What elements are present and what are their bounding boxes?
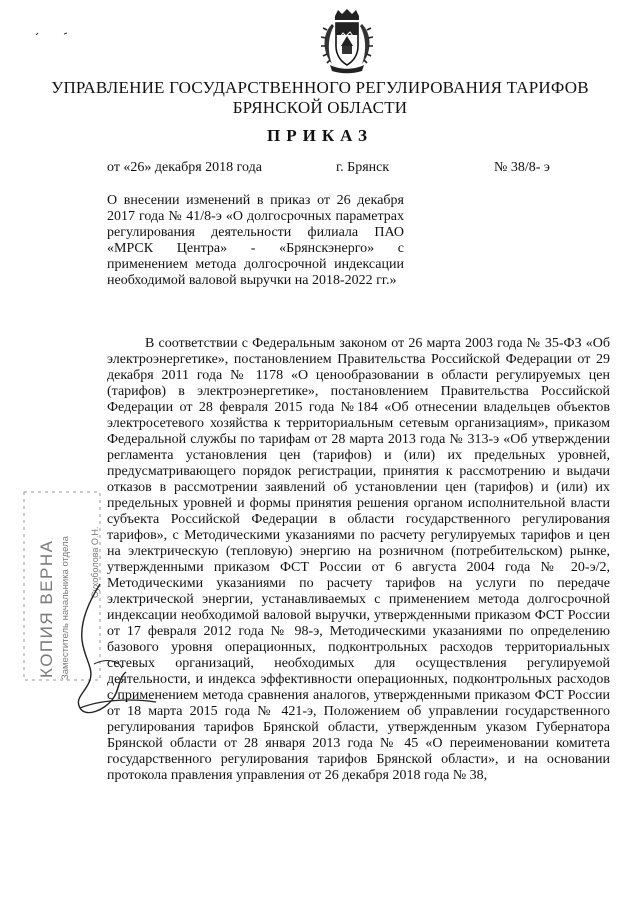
order-body-paragraph: В соответствии с Федеральным законом от 26 марта 2003 года № 35-ФЗ «Об электроэнергетике», постановлением Правительства Российской Федерации от 29 декабря 2011 года № 1178 «О ценообразовании в области регулируемых цен (тарифов) в электроэнергетике», постановлением Правительства Российской Федерации от 28 февраля 2015 года №184 «Об отнесении владельцев объектов электросетевого хозяйства к территориальным сетевым организациям», приказом Федеральной службы по тарифам от 28 марта 2013 года № 313-э «Об утверждении регламента установления цен (тарифов) и (или) их предельных уровней, предусматривающего порядок регистрации, принятия к рассмотрению и выдачи отказов в рассмотрении заявлений об установлении цен (тарифов) и (или) их предельных уровней и формы принятия решения органом исполнительной власти субъекта Российской Федерации в области государственного регулирования тарифов», с Методическими указаниями по расчету регулируемых тарифов и цен на электрическую (тепловую) энергию на розничном (потребительском) рынке, утвержденными приказом ФСТ России от 6 августа 2004 года № 20-э/2, Методическими указаниями по расчету тарифов на услуги по передаче электрической энергии, устанавливаемых с применением метода долгосрочной индексации необходимой валовой выручки, утвержденными приказом ФСТ России от 17 февраля 2012 года № 98-э, Методическими указаниями по определению базового уровня операционных, подконтрольных расходов территориальных сетевых организаций, необходимых для осуществления регулируемой деятельности, и индекса эффективности операционных, подконтрольных расходов с применением метода сравнения аналогов, утвержденными приказом ФСТ России от 18 марта 2015 года № 421-э, Положением об управлении государственного регулирования тарифов Брянской области, утвержденным указом Губернатора Брянской области от 28 января 2013 года № 45 «О переименовании комитета государственного регулирования тарифов Брянской области», и на основании протокола правления управления от 26 декабря 2018 года № 38, [107,336,610,783]
stamp-title: КОПИЯ ВЕРНА [37,539,56,678]
order-number: № 38/8- э [494,160,550,175]
organization-name-line1: УПРАВЛЕНИЕ ГОСУДАРСТВЕННОГО РЕГУЛИРОВАНИЯ ТАРИФОВ [51,78,589,97]
order-subject: О внесении изменений в приказ от 26 декабря 2017 года № 41/8-э «О долгосрочных параметрах регулирования деятельности филиала ПАО «МРСК Центра» - «Брянскэнерго» с применением метода долгосрочной индексации необходимой валовой выручки на 2018-2022 гг.» [107,193,404,288]
stamp-position: Заместитель начальника отдела [60,536,71,680]
scan-marks [36,30,76,38]
coat-of-arms-icon [318,8,376,74]
document-type-title: ПРИКАЗ [267,126,373,145]
order-date: от «26» декабря 2018 года [107,160,262,175]
handwritten-signature [60,580,170,730]
stamp-name: Сухоболова О.Н. [90,526,100,598]
order-city: г. Брянск [336,160,390,175]
organization-name-line2: БРЯНСКОЙ ОБЛАСТИ [232,98,408,117]
